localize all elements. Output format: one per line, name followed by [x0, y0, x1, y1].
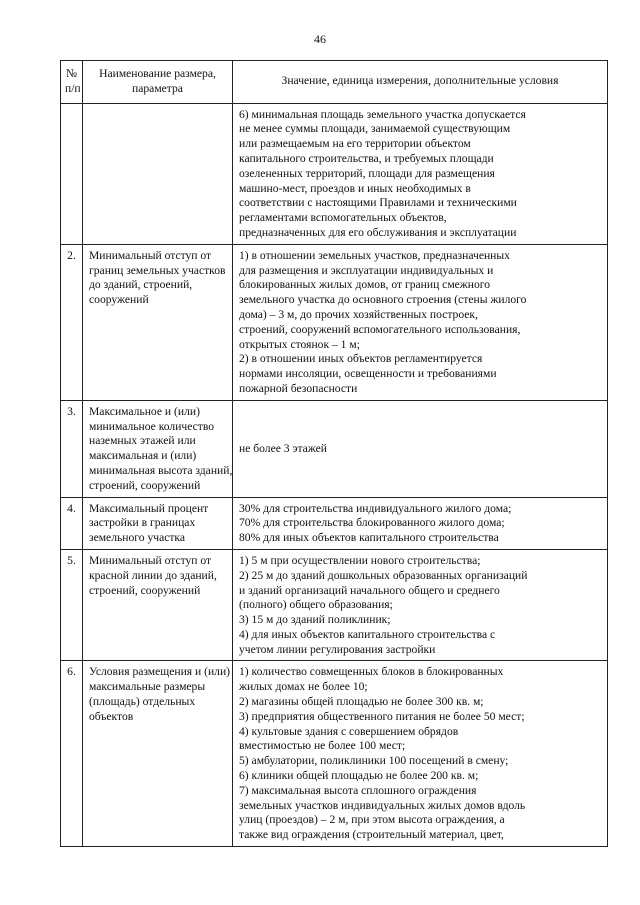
parameter-name-line: красной линии до зданий,: [89, 568, 217, 582]
parameter-value-cell: [233, 103, 608, 244]
table-row: [61, 103, 608, 244]
parameter-name-line: застройки в границах: [89, 516, 196, 530]
row-number: [61, 103, 83, 244]
parameter-value-line: не менее суммы площади, занимаемой существующим: [239, 122, 511, 136]
parameter-name-line: Максимальный процент: [89, 501, 209, 515]
parameter-value-line: 6) клиники общей площадью не более 200 кв. м;: [239, 769, 479, 783]
table-header-row: [61, 61, 608, 104]
parameter-name-line: минимальное количество: [89, 419, 215, 433]
parameter-name-cell: [83, 103, 233, 244]
parameter-value-line: дома) – 3 м, до прочих хозяйственных построек,: [239, 307, 478, 321]
parameter-value-line: озелененных территорий, площади для размещения: [239, 166, 495, 180]
parameter-name-line: Максимальное и (или): [89, 404, 200, 418]
header-number: [61, 61, 83, 104]
header-parameter-name: [83, 61, 233, 104]
parameter-value-line: 3) предприятия общественного питания не более 50 мест;: [239, 709, 525, 723]
parameter-name-cell: [83, 497, 233, 549]
parameter-value-line: 2) в отношении иных объектов регламентируется: [239, 352, 483, 366]
parameter-name-line: границ земельных участков: [89, 263, 226, 277]
parameter-name-line: Условия размещения и (или): [89, 665, 231, 679]
parameter-name-cell: [83, 661, 233, 847]
parameter-name-line: сооружений: [89, 293, 149, 307]
header-value: [233, 61, 608, 104]
parameter-name-line: Минимальный отступ от: [89, 553, 212, 567]
parameter-name-line: максимальная и (или): [89, 449, 197, 463]
header-value-line: Значение, единица измерения, дополнительные условия: [281, 74, 559, 88]
parameter-name-line: до зданий, строений,: [89, 278, 193, 292]
parameter-value-line: земельного участка до основного строения (стены жилого: [239, 293, 527, 307]
parameter-value-line: 30% для строительства индивидуального жилого дома;: [239, 501, 512, 515]
parameter-value-line: блокированных жилых домов, от границ смежного: [239, 278, 491, 292]
header-number-line: №: [65, 67, 78, 80]
parameter-value-line: 4) культовые здания с совершением обрядов: [239, 724, 459, 738]
parameter-value-cell: [233, 549, 608, 661]
table-row: [61, 549, 608, 661]
row-number: 4.: [61, 497, 83, 549]
parameter-name-line: наземных этажей или: [89, 434, 196, 448]
parameter-value-line: 2) 25 м до зданий дошкольных образованных организаций: [239, 568, 528, 582]
parameter-value-line: 6) минимальная площадь земельного участка допускается: [239, 107, 526, 121]
table-row: [61, 244, 608, 400]
parameter-value-line: нормами инсоляции, освещенности и требованиями: [239, 367, 497, 381]
parameter-value-line: 4) для иных объектов капитального строительства с: [239, 627, 496, 641]
parameter-name-line: минимальная высота зданий,: [89, 463, 233, 477]
table-row: [61, 497, 608, 549]
parameter-value-line: строений, сооружений вспомогательного использования,: [239, 322, 521, 336]
header-number-line: п/п: [65, 81, 81, 95]
parameter-value-line: (полного) общего образования;: [239, 598, 393, 612]
parameter-value-line: машино-мест, проездов и иных необходимых в: [239, 181, 471, 195]
row-number: 3.: [61, 400, 83, 497]
parameter-name-line: земельного участка: [89, 531, 186, 545]
parameter-value-line: или размещаемым на его территории объектом: [239, 137, 471, 151]
parameter-value-line: учетом линии регулирования застройки: [239, 642, 436, 656]
parameter-value-line: 1) 5 м при осуществлении нового строительства;: [239, 553, 481, 567]
table-body: [61, 103, 608, 846]
parameter-name-line: строений, сооружений: [89, 478, 201, 492]
parameter-name-line: объектов: [89, 709, 134, 723]
parameter-value-line: соответствии с настоящими Правилами и техническими: [239, 196, 517, 210]
row-number: 2.: [61, 244, 83, 400]
table-row: [61, 661, 608, 847]
parameter-value-line: 2) магазины общей площадью не более 300 кв. м;: [239, 695, 484, 709]
parameter-value-line: не более 3 этажей: [239, 441, 328, 455]
parameter-value-cell: [233, 497, 608, 549]
parameter-name-line: строений, сооружений: [89, 583, 201, 597]
parameter-value-line: 70% для строительства блокированного жилого дома;: [239, 516, 505, 530]
parameter-name-cell: [83, 244, 233, 400]
parameter-value-cell: [233, 244, 608, 400]
parameter-value-line: капитального строительства, и требуемых площади: [239, 151, 494, 165]
parameter-value-cell: [233, 661, 608, 847]
parameter-value-line: 5) амбулатории, поликлиники 100 посещений в смену;: [239, 754, 509, 768]
parameter-value-line: регламентами вспомогательных объектов,: [239, 211, 447, 225]
parameter-value-cell: [233, 400, 608, 497]
parameter-value-line: также вид ограждения (строительный материал, цвет,: [239, 828, 504, 842]
row-number: 6.: [61, 661, 83, 847]
regulations-table: [60, 60, 608, 847]
parameter-value-line: жилых домах не более 10;: [239, 680, 368, 694]
parameter-value-line: 80% для иных объектов капитального строительства: [239, 531, 499, 545]
parameter-value-line: 1) количество совмещенных блоков в блокированных: [239, 665, 504, 679]
page-number: 46: [314, 32, 326, 46]
parameter-value-line: вместимостью не более 100 мест;: [239, 739, 406, 753]
parameter-value-line: 1) в отношении земельных участков, предназначенных: [239, 248, 510, 262]
parameter-value-line: и зданий организаций начального общего и среднего: [239, 583, 500, 597]
parameter-name-line: Минимальный отступ от: [89, 248, 212, 262]
parameter-value-line: земельных участков индивидуальных жилых домов вдоль: [239, 798, 526, 812]
row-number: 5.: [61, 549, 83, 661]
parameter-name-line: (площадь) отдельных: [89, 695, 196, 709]
parameter-value-line: для размещения и эксплуатации индивидуальных и: [239, 263, 494, 277]
parameter-value-line: улиц (проездов) – 2 м, при этом высота ограждения, а: [239, 813, 505, 827]
parameter-value-line: 3) 15 м до зданий поликлиник;: [239, 613, 391, 627]
parameter-value-line: 7) максимальная высота сплошного ограждения: [239, 783, 477, 797]
parameter-name-cell: [83, 400, 233, 497]
parameter-name-cell: [83, 549, 233, 661]
table-row: [61, 400, 608, 497]
header-name-line: Наименование размера,: [99, 67, 216, 80]
parameter-value-line: предназначенных для его обслуживания и эксплуатации: [239, 225, 517, 239]
parameter-value-line: пожарной безопасности: [239, 381, 358, 395]
header-name-line: параметра: [132, 81, 183, 95]
parameter-name-line: максимальные размеры: [89, 680, 206, 694]
parameter-value-line: открытых стоянок – 1 м;: [239, 337, 360, 351]
